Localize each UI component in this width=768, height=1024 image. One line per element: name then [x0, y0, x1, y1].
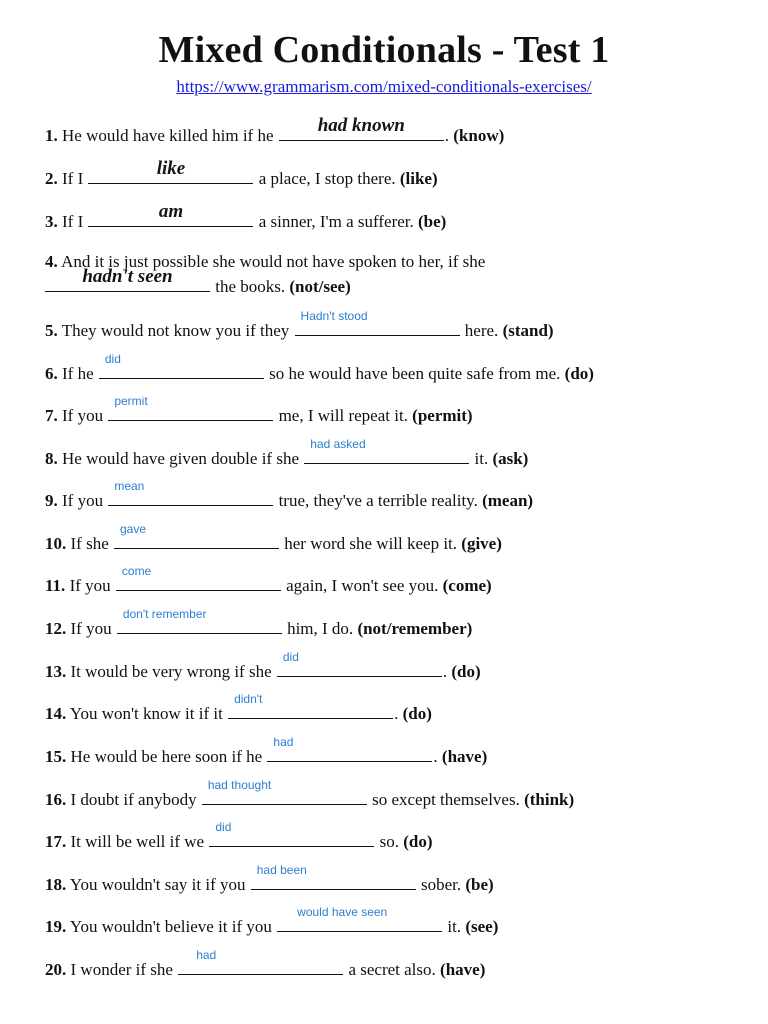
question-6	[45, 352, 594, 385]
question-text-before: If you	[62, 406, 104, 425]
answer-typed: Hadn't stood	[300, 309, 368, 323]
question-text-before: If you	[69, 576, 111, 595]
question-20	[45, 948, 486, 981]
question-number: 7.	[45, 406, 58, 425]
question-text-before: They would not know you if they	[61, 321, 290, 340]
question-14	[45, 692, 432, 725]
question-text-after: true, they've a terrible reality.	[278, 491, 478, 510]
question-text-after: a sinner, I'm a sufferer.	[258, 212, 414, 231]
question-11	[45, 564, 492, 597]
question-text-after: .	[444, 126, 450, 145]
question-number: 12.	[45, 619, 67, 638]
answer-blank[interactable]	[277, 650, 442, 677]
verb-hint: (have)	[440, 960, 486, 979]
question-8	[45, 437, 529, 470]
question-text-after: him, I do.	[287, 619, 354, 638]
verb-hint: (like)	[399, 169, 438, 188]
answer-blank[interactable]	[279, 115, 444, 141]
answer-blank[interactable]	[108, 394, 273, 421]
answer-handwritten: like	[156, 158, 186, 179]
question-text-after: so he would have been quite safe from me.	[269, 364, 561, 383]
question-text-before: And it is just possible she would not have spoken to her, if she	[61, 252, 486, 271]
verb-hint: (stand)	[502, 321, 554, 340]
answer-blank[interactable]	[267, 735, 432, 762]
answer-blank[interactable]	[304, 437, 469, 464]
question-number: 19.	[45, 917, 67, 936]
question-number: 9.	[45, 491, 58, 510]
question-number: 6.	[45, 364, 58, 383]
question-text-after: it.	[447, 917, 462, 936]
answer-blank[interactable]	[277, 905, 442, 932]
answer-typed: did	[282, 650, 299, 664]
question-number: 3.	[45, 212, 58, 231]
question-text-before: I wonder if she	[70, 960, 173, 979]
question-number: 18.	[45, 875, 67, 894]
question-text-before: If I	[62, 169, 84, 188]
verb-hint: (be)	[418, 212, 447, 231]
question-text-before: If she	[70, 534, 109, 553]
question-text-before: He would have given double if she	[62, 449, 299, 468]
answer-typed: mean	[114, 479, 145, 493]
question-text-before: If you	[70, 619, 112, 638]
question-number: 11.	[45, 576, 66, 595]
question-text-before: It would be very wrong if she	[70, 662, 272, 681]
question-number: 2.	[45, 169, 58, 188]
question-text-after: so except themselves.	[372, 790, 520, 809]
verb-hint: (do)	[403, 832, 433, 851]
question-text-after: a place, I stop there.	[258, 169, 396, 188]
question-text-before: You won't know it if it	[69, 704, 223, 723]
verb-hint: (do)	[402, 704, 432, 723]
question-text-after: here.	[464, 321, 499, 340]
answer-blank[interactable]	[114, 522, 279, 549]
answer-handwritten: had known	[317, 115, 405, 136]
source-link[interactable]: https://www.grammarism.com/mixed-conditionals-exercises/	[176, 77, 592, 96]
verb-hint: (be)	[465, 875, 494, 894]
question-number: 1.	[45, 126, 58, 145]
verb-hint: (not/see)	[289, 277, 351, 296]
question-10	[45, 522, 502, 555]
question-12	[45, 607, 473, 640]
answer-blank[interactable]	[45, 266, 210, 292]
verb-hint: (come)	[442, 576, 492, 595]
question-text-before: You wouldn't say it if you	[69, 875, 246, 894]
answer-typed: had asked	[310, 437, 366, 451]
question-text-after: so.	[379, 832, 399, 851]
question-text-after: .	[433, 747, 438, 766]
answer-typed: did	[104, 352, 121, 366]
question-9	[45, 479, 534, 512]
answer-blank[interactable]	[99, 352, 264, 379]
answer-blank[interactable]	[228, 692, 393, 719]
answer-typed: don't remember	[122, 607, 207, 621]
answer-typed: had	[273, 735, 294, 749]
verb-hint: (permit)	[412, 406, 473, 425]
answer-typed: come	[121, 564, 152, 578]
question-number: 20.	[45, 960, 67, 979]
answer-handwritten: am	[158, 201, 184, 222]
verb-hint: (think)	[524, 790, 575, 809]
question-text-after: .	[394, 704, 399, 723]
answer-blank[interactable]	[117, 607, 282, 634]
question-number: 13.	[45, 662, 67, 681]
question-text-before: You wouldn't believe it if you	[69, 917, 272, 936]
answer-typed: had	[196, 948, 217, 962]
question-19	[45, 905, 499, 938]
question-text-after: sober.	[420, 875, 462, 894]
verb-hint: (have)	[441, 747, 488, 766]
question-5	[45, 309, 554, 342]
verb-hint: (see)	[465, 917, 499, 936]
question-text-before: If you	[62, 491, 104, 510]
verb-hint: (do)	[564, 364, 594, 383]
answer-blank[interactable]	[251, 863, 416, 890]
answer-typed: did	[215, 820, 232, 834]
verb-hint: (not/remember)	[357, 619, 473, 638]
answer-blank[interactable]	[202, 778, 367, 805]
question-text-before: I doubt if anybody	[70, 790, 197, 809]
answer-blank[interactable]	[88, 201, 253, 227]
question-text-before: He would be here soon if he	[70, 747, 263, 766]
answer-blank[interactable]	[295, 309, 460, 336]
question-7	[45, 394, 473, 427]
question-number: 16.	[45, 790, 67, 809]
answer-typed: gave	[119, 522, 147, 536]
answer-blank[interactable]	[88, 158, 253, 184]
question-number: 5.	[45, 321, 58, 340]
question-text-after: the books.	[215, 277, 286, 296]
answer-typed: would have seen	[297, 905, 388, 919]
question-number: 14.	[45, 704, 67, 723]
question-number: 10.	[45, 534, 67, 553]
question-16	[45, 778, 575, 811]
verb-hint: (do)	[451, 662, 481, 681]
page-title: Mixed Conditionals - Test 1	[158, 29, 610, 71]
question-number: 17.	[45, 832, 67, 851]
question-number: 4.	[45, 252, 58, 271]
verb-hint: (mean)	[482, 491, 534, 510]
question-number: 15.	[45, 747, 67, 766]
question-number: 8.	[45, 449, 58, 468]
answer-handwritten: hadn't seen	[82, 266, 173, 287]
question-2	[45, 158, 438, 190]
answer-typed: had thought	[207, 778, 272, 792]
answer-blank[interactable]	[108, 479, 273, 506]
answer-blank[interactable]	[178, 948, 343, 975]
question-text-before: He would have killed him if he	[62, 126, 274, 145]
question-text-after: .	[442, 662, 448, 681]
question-text-after: her word she will keep it.	[284, 534, 458, 553]
answer-typed: had been	[256, 863, 307, 877]
question-3	[45, 201, 447, 233]
question-text-before: If I	[62, 212, 84, 231]
question-1	[45, 115, 505, 147]
question-text-after: again, I won't see you.	[286, 576, 439, 595]
question-15	[45, 735, 488, 768]
question-4	[45, 251, 485, 298]
answer-blank[interactable]	[209, 820, 374, 847]
question-13	[45, 650, 481, 683]
answer-blank[interactable]	[116, 564, 281, 591]
answer-typed: permit	[114, 394, 148, 408]
question-17	[45, 820, 433, 853]
question-text-before: If he	[62, 364, 94, 383]
question-text-after: me, I will repeat it.	[278, 406, 408, 425]
question-text-after: a secret also.	[348, 960, 436, 979]
question-18	[45, 863, 494, 896]
verb-hint: (know)	[453, 126, 505, 145]
question-text-after: it.	[474, 449, 489, 468]
verb-hint: (ask)	[492, 449, 529, 468]
verb-hint: (give)	[461, 534, 502, 553]
question-text-before: It will be well if we	[70, 832, 205, 851]
answer-typed: didn't	[234, 692, 263, 706]
